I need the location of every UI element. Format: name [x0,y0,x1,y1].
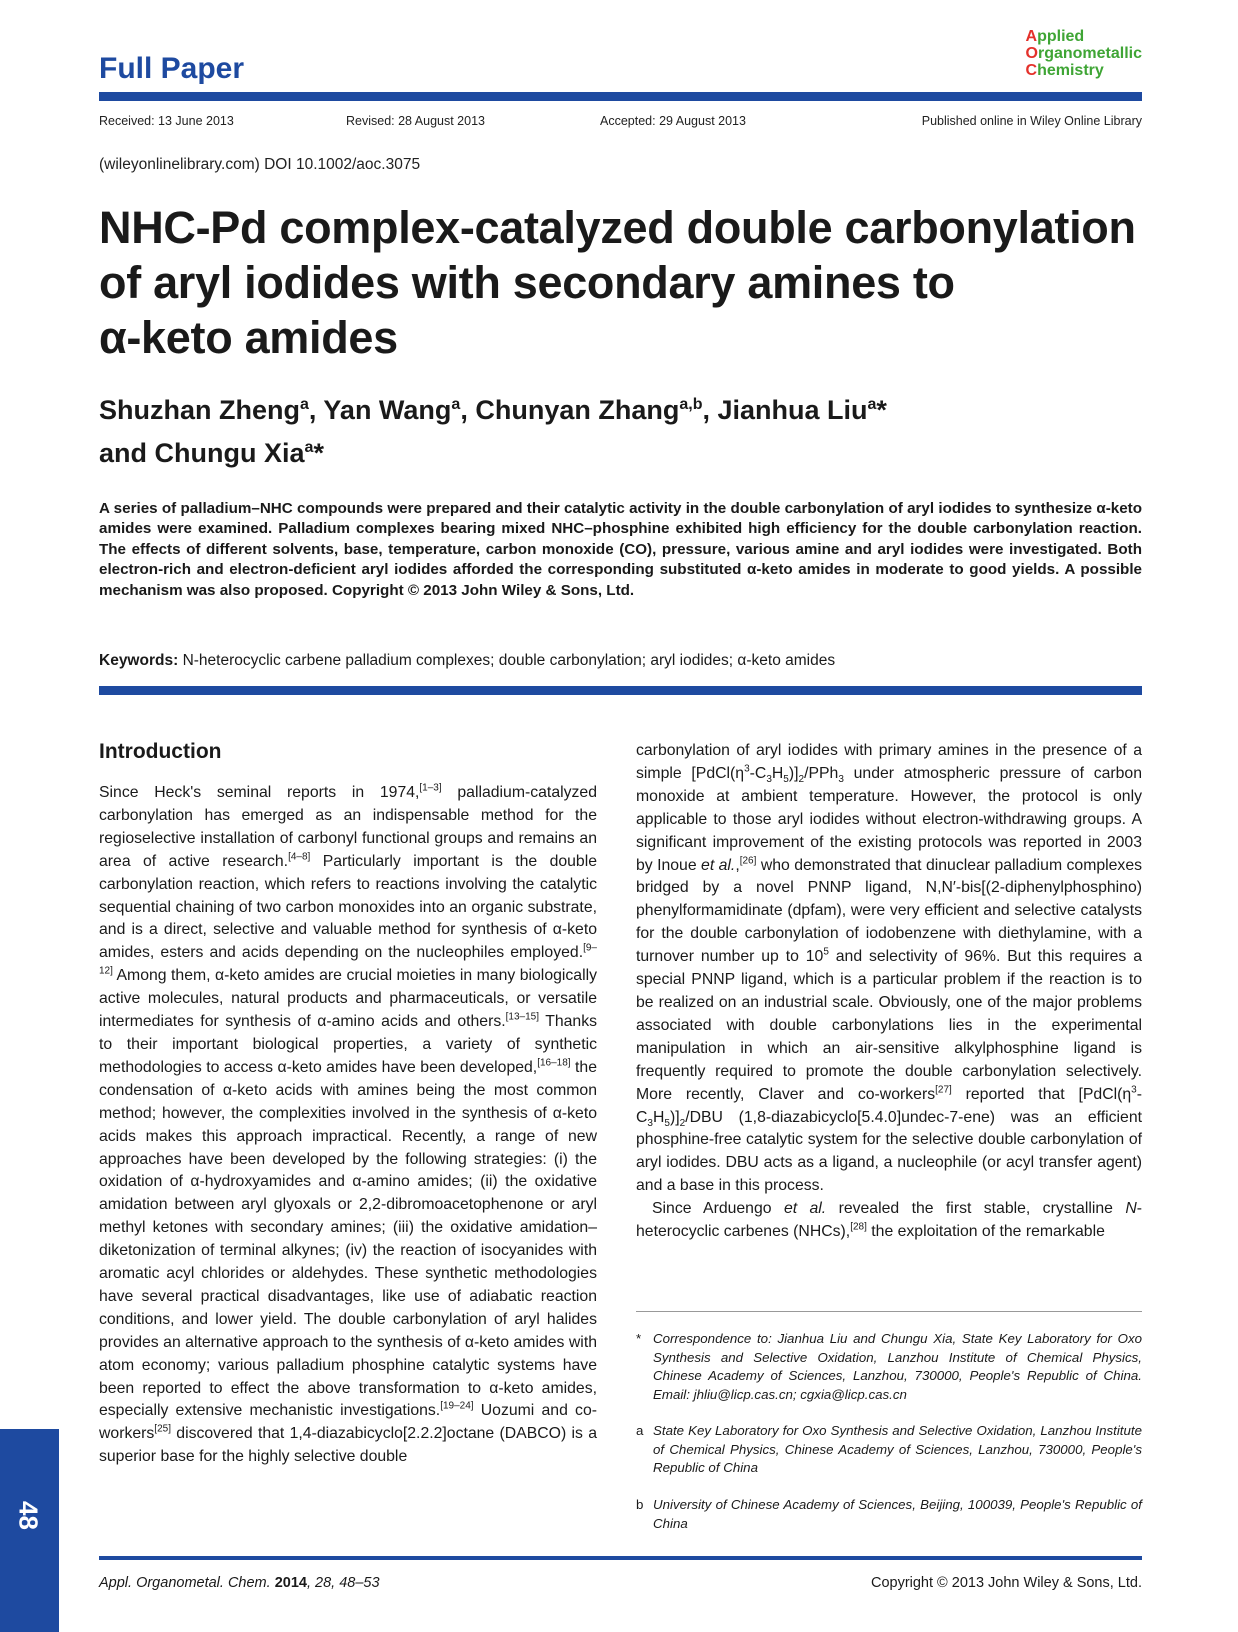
body-column-right [636,740,1142,1244]
citation[interactable]: [19–24] [440,1401,474,1413]
superscript: 3 [744,763,750,775]
journal-year: 2014 [274,1575,307,1591]
author-affiliation: a [299,396,309,413]
text-run: Since Arduengo [652,1200,784,1218]
author-name: Chungu Xia [154,438,305,468]
citation[interactable]: [28] [850,1221,867,1233]
accepted-date: Accepted: 29 August 2013 [600,114,746,128]
logo-line-2: Organometallic [1025,45,1142,62]
title-line: α-keto amides [99,312,398,363]
citation[interactable]: [9–12] [99,943,597,977]
text-run: H [771,764,784,782]
author-name: Chunyan Zhang [475,395,680,425]
footnote-marker: * [636,1331,642,1346]
citation[interactable]: [25] [154,1424,171,1436]
keywords [99,652,1142,670]
journal-volume: , 28, 48–53 [306,1575,380,1591]
text-run: et al. [783,1200,827,1218]
text-run: discovered that 1,4-diazabicyclo[2.2.2]octane (DABCO) is a superior base for the highly selective double [99,1425,597,1466]
paragraph [636,1198,1142,1244]
text-run: Among them, α-keto amides are crucial moieties in many biologically active molecules, natural products and pharmaceuticals, or versatile intermediates for synthesis of α-amino acids and others. [99,967,597,1031]
footnote-text: Correspondence to: Jianhua Liu and Chungu Xia, State Key Laboratory for Oxo Synthesis and Selective Oxidation, Lanzhou Institute of Chemical Physics, Chinese Academy of Sciences, Lanzhou, 730000, People's Republic of China. Email: jhliu@licp.cas.cn; cgxia@licp.cas.cn [653,1331,1142,1402]
subscript: 5 [664,1117,670,1129]
text-run: Thanks to their important biological properties, a variety of synthetic methodologies to access α-keto amides have been developed, [99,1013,598,1076]
published-note: Published online in Wiley Online Library [921,114,1142,128]
citation[interactable]: [1–3] [419,782,442,794]
text-run: who demonstrated that dinuclear palladium complexes bridged by a novel PNNP ligand, N,N′-bis[(2-diphenylphosphino) phenylformamidinate (dpfam), were very efficient and selective catalysts for the double carbonylation of iodobenzene with diethylamine, with a turnover number up to 10 [636,856,1143,966]
author-affiliation: a,b [679,396,703,413]
header-rule [99,92,1142,101]
author-name: Jianhua Liu [717,395,868,425]
subscript: 2 [679,1117,686,1129]
subscript: 3 [766,774,772,786]
text-run: )] [669,1108,680,1126]
footnote-affiliation-b [636,1496,1142,1533]
text-run: Since Heck's seminal reports in 1974, [99,784,420,801]
title-line: NHC-Pd complex-catalyzed double carbonylation [99,202,1136,253]
keywords-text: N-heterocyclic carbene palladium complexes; double carbonylation; aryl iodides; α-keto amides [182,652,836,669]
article-type-label: Full Paper [99,52,245,85]
body-column-left [99,782,597,1469]
doi-line[interactable]: (wileyonlinelibrary.com) DOI 10.1002/aoc.3075 [99,156,421,173]
logo-word-2: rganometallic [1037,45,1142,62]
subscript: 5 [783,774,789,786]
copyright-notice: Copyright © 2013 John Wiley & Sons, Ltd. [870,1575,1142,1591]
text-run: /PPh [804,764,839,782]
text-run: H [652,1108,665,1126]
text-run: and selectivity of 96%. But this requires a special PNNP ligand, which is a particular problem if the reaction is to be realized on an industrial scale. Obviously, one of the major problems associated with double carbonylations lies in the experimental manipulation in which an air-sensitive alkylphosphine ligand is frequently required to promote the double carbonylation selectively. More recently, Claver and co-workers [636,948,1142,1103]
text-run: Uozumi and co-workers [99,1402,598,1443]
footnote-affiliation-a [636,1422,1142,1478]
citation[interactable]: [13–15] [505,1011,539,1023]
author-conjunction: and [99,438,148,468]
author-affiliation: a [867,396,877,413]
subscript: 3 [647,1117,653,1129]
text-run: the condensation of α-keto acids with amines being the most common method; however, the complexities involved in the synthesis of α-keto acids makes this approach impractical. Recently, a range of new approaches have been developed by the following strategies: (i) the oxidation of α-hydroxyamides and α-amino amides; (ii) the oxidative amidation between aryl glyoxals or 2,2-dibromoacetophenone or aryl methyl ketones with secondary amines; (iii) the oxidative amidation–diketonization of terminal alkynes; (iv) the reaction of isocyanides with aromatic acyl chlorides or aldehydes. These synthetic methodologies have several practical disadvantages, like use of adiabatic reaction conditions, and lower yield. The double carbonylation of aryl halides provides an alternative approach to the synthesis of α-keto amides with atom economy; various palladium phosphine catalytic systems have been reported to effect the above transformation to α-keto amides, especially extensive mechanistic investigations. [99,1058,597,1420]
text-run: , [735,856,740,874]
subscript: 2 [798,774,805,786]
revised-date: Revised: 28 August 2013 [346,114,485,128]
text-run: palladium-catalyzed carbonylation has emerged as an indispensable method for the regioselective installation of carbonyl functional groups and remains an area of active research. [99,784,597,870]
text-run: et al. [701,856,736,874]
abstract-rule [99,686,1142,695]
journal-abbrev: Appl. Organometal. Chem. [99,1575,271,1591]
author-name: Yan Wang [323,395,452,425]
text-run: Particularly important is the double carbonylation reaction, which refers to reactions involving the catalytic sequential chaining of two carbon monoxides into an organic substrate, and is a direct, selective and valuable method for synthesis of α-keto amides, esters and acids depending on the nucleophiles employed. [99,852,597,962]
citation[interactable]: [26] [739,855,757,867]
citation[interactable]: [4–8] [288,851,311,863]
text-run: carbonylation of aryl iodides with primary amines in the presence of a simple [PdCl(η [636,742,1142,782]
text-run: under atmospheric pressure of carbon monoxide at ambient temperature. However, the protocol is only applicable to those aryl iodides without electron-withdrawing groups. A significant improvement of the existing protocols was reported in 2003 by Inoue [636,764,1142,874]
journal-logo [1026,28,1142,79]
logo-line-3: Chemistry [1025,62,1104,79]
page-number: 48 [13,1501,44,1530]
text-run: -C [749,764,767,782]
text-run: N [1125,1200,1137,1218]
paragraph [99,782,597,1469]
footer-rule [99,1556,1142,1560]
text-run: -C [636,1085,1142,1126]
corresponding-star: * [876,395,887,425]
citation[interactable]: [27] [935,1084,952,1096]
text-run: )] [788,764,799,782]
subscript: 3 [838,774,844,786]
text-run: revealed the first stable, crystalline [826,1200,1126,1218]
abstract: A series of palladium–NHC compounds were prepared and their catalytic activity in the double carbonylation of aryl iodides to synthesize α-keto amides were examined. Palladium complexes bearing mixed NHC–phosphine exhibited high efficiency for the double carbonylation reaction. The effects of different solvents, base, temperature, carbon monoxide (CO), pressure, various amine and aryl iodides were investigated. Both electron-rich and electron-deficient aryl iodides afforded the corresponding substituted α-keto amides in moderate to good yields. A possible mechanism was also proposed. Copyright © 2013 John Wiley & Sons, Ltd. [99,500,1142,599]
logo-word-1: pplied [1037,28,1085,45]
footnote-text: State Key Laboratory for Oxo Synthesis and Selective Oxidation, Lanzhou Institute of Chemical Physics, Chinese Academy of Sciences, Lanzhou, 730000, People's Republic of China [653,1423,1142,1476]
footnote-marker: b [636,1497,644,1512]
footnote-text: University of Chinese Academy of Sciences, Beijing, 100039, People's Republic of China [653,1497,1142,1531]
text-run: -heterocyclic carbenes (NHCs), [636,1200,1142,1241]
author-affiliation: a [304,439,314,456]
author-list: Shuzhan Zheng$^a$, Yan Wang$^a$, Chunyan Zhang$^{a,b}$, Jianhua Liu$^a$* and Chungu Xia$^a$* [99,395,887,468]
author-affiliation: a [451,396,461,413]
title-line: of aryl iodides with secondary amines to [99,257,955,308]
journal-citation [99,1575,380,1591]
logo-line-1: Applied [1025,28,1085,45]
superscript: 5 [823,946,829,958]
received-date: Received: 13 June 2013 [99,114,234,128]
footnote-marker: a [636,1423,644,1438]
article-title [99,200,1149,365]
superscript: 3 [1131,1084,1137,1096]
logo-word-3: hemistry [1037,62,1104,79]
footnote-correspondence [636,1330,1142,1404]
corresponding-star: * [313,438,324,468]
keywords-label: Keywords: [99,652,179,669]
footnote-rule [636,1311,1142,1312]
text-run: the exploitation of the remarkable [866,1223,1105,1241]
text-run: reported that [PdCl(η [951,1085,1132,1103]
paragraph [636,740,1142,1198]
text-run: /DBU (1,8-diazabicyclo[5.4.0]undec-7-ene) was an efficient phosphine-free catalytic system for the selective double carbonylation of aryl iodides. DBU acts as a ligand, a nucleophile (or acyl transfer agent) and a base in this process. [636,1108,1142,1195]
citation[interactable]: [16–18] [537,1057,571,1069]
section-heading-introduction: Introduction [99,740,222,763]
author-name: Shuzhan Zheng [99,395,300,425]
